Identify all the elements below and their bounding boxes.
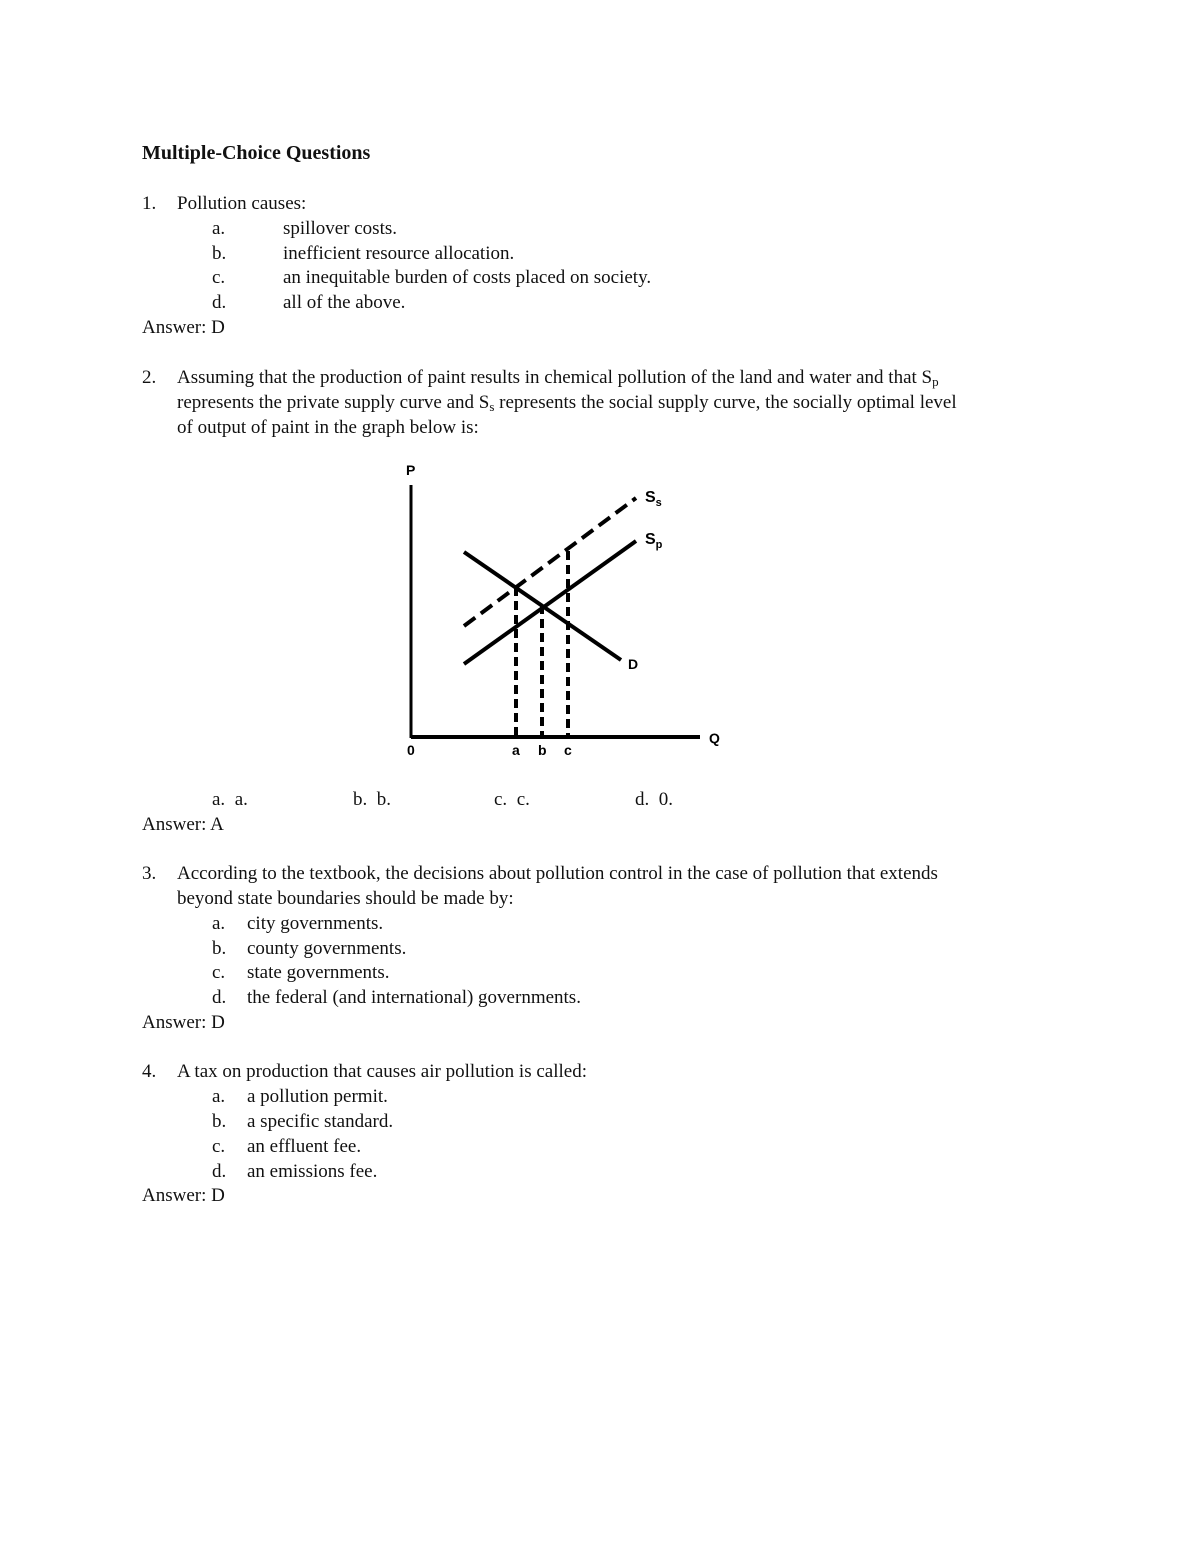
- y-axis-label: P: [406, 462, 416, 478]
- q3-number: 3.: [142, 863, 157, 884]
- social-supply-curve: [464, 498, 636, 626]
- private-supply-label: $S_p$: [645, 531, 663, 551]
- q2-line-1: Assuming that the production of paint results in chemical pollution of the land and water and that $S_p$: [177, 367, 939, 389]
- social-supply-label: $S_s$: [645, 489, 662, 509]
- page-heading: Multiple-Choice Questions: [142, 142, 371, 164]
- tick-label-c: c: [564, 742, 572, 758]
- tick-label-b: b: [538, 742, 547, 758]
- q2-line-3: of output of paint in the graph below is:: [177, 417, 479, 438]
- q4-option-d-letter: d.: [212, 1161, 227, 1182]
- q4-answer: Answer: D: [142, 1185, 225, 1206]
- q3-option-b-letter: b.: [212, 938, 227, 959]
- q4-option-b-letter: b.: [212, 1111, 227, 1132]
- q3-option-b-text: county governments.: [247, 938, 407, 959]
- q2-answer: Answer: A: [142, 814, 224, 835]
- q4-option-b-text: a specific standard.: [247, 1111, 394, 1132]
- q1-option-d-letter: d.: [212, 292, 227, 313]
- q1-option-a-text: spillover costs.: [283, 218, 397, 239]
- tick-label-a: a: [512, 742, 520, 758]
- q4-number: 4.: [142, 1061, 157, 1082]
- q4-option-a-text: a pollution permit.: [247, 1086, 388, 1107]
- q2-line-2: represents the private supply curve and $S_s$ represents the social supply curve, the socially optimal level: [177, 392, 957, 414]
- q1-option-d-text: all of the above.: [283, 292, 406, 313]
- q3-option-c-letter: c.: [212, 962, 226, 983]
- q1-answer: Answer: D: [142, 317, 225, 338]
- q2-option-a: a. a.: [212, 789, 248, 810]
- demand-label: D: [628, 656, 639, 672]
- x-axis-label: Q: [709, 730, 720, 746]
- origin-label: 0: [407, 742, 415, 758]
- q3-line-2: beyond state boundaries should be made by:: [177, 888, 514, 909]
- private-supply-curve: [464, 541, 636, 664]
- q1-option-c-text: an inequitable burden of costs placed on society.: [283, 267, 652, 288]
- q4-text: A tax on production that causes air pollution is called:: [177, 1061, 587, 1082]
- q4-option-d-text: an emissions fee.: [247, 1161, 378, 1182]
- q3-option-d-letter: d.: [212, 987, 227, 1008]
- q2-number: 2.: [142, 367, 157, 388]
- q1-option-c-letter: c.: [212, 267, 226, 288]
- q3-option-a-text: city governments.: [247, 913, 384, 934]
- q3-option-d-text: the federal (and international) governments.: [247, 987, 581, 1008]
- q3-line-1: According to the textbook, the decisions about pollution control in the case of pollution that extends: [177, 863, 938, 884]
- q1-text: Pollution causes:: [177, 193, 307, 214]
- q2-option-b: b. b.: [353, 789, 391, 810]
- q4-option-a-letter: a.: [212, 1086, 226, 1107]
- q1-option-b-letter: b.: [212, 243, 227, 264]
- q4-option-c-text: an effluent fee.: [247, 1136, 362, 1157]
- supply-demand-graph: [395, 455, 740, 765]
- q3-option-a-letter: a.: [212, 913, 226, 934]
- q3-answer: Answer: D: [142, 1012, 225, 1033]
- q1-option-a-letter: a.: [212, 218, 226, 239]
- q1-number: 1.: [142, 193, 157, 214]
- q4-option-c-letter: c.: [212, 1136, 226, 1157]
- q3-option-c-text: state governments.: [247, 962, 390, 983]
- q2-option-c: c. c.: [494, 789, 530, 810]
- q1-option-b-text: inefficient resource allocation.: [283, 243, 515, 264]
- q2-option-d: d. 0.: [635, 789, 673, 810]
